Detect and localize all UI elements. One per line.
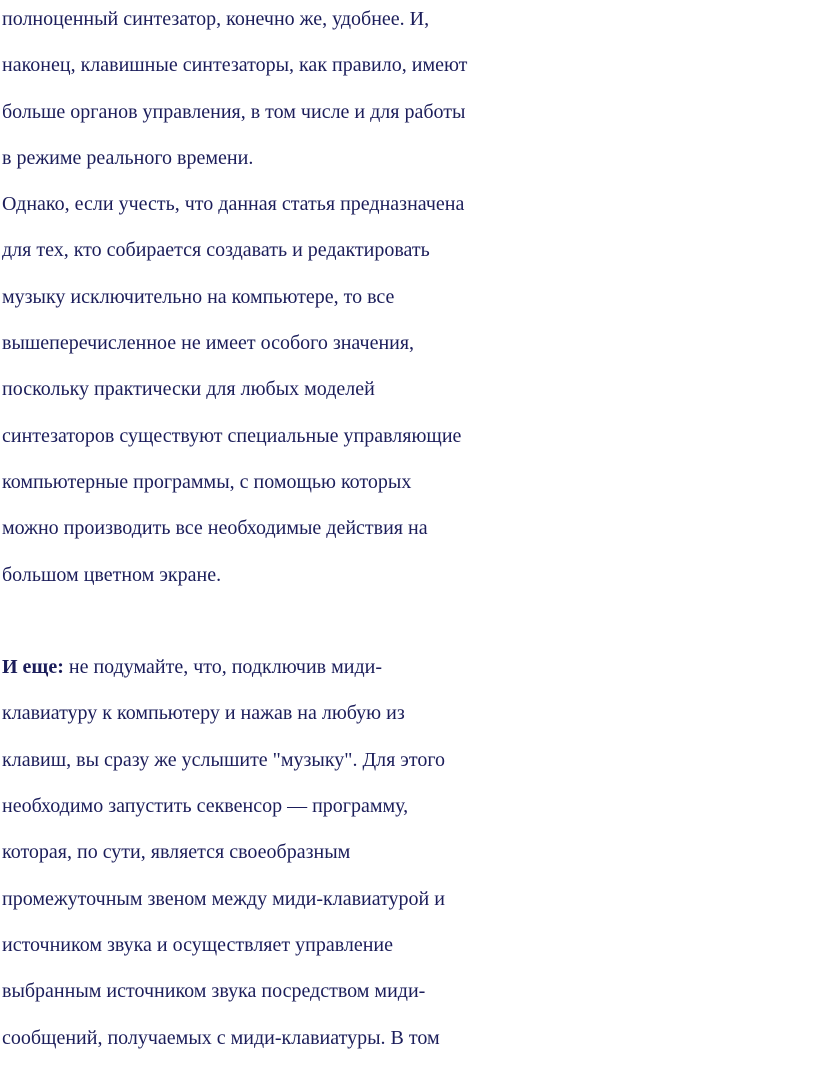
text-line: поскольку практически для любых моделей xyxy=(2,378,375,401)
text-line: музыку исключительно на компьютере, то все xyxy=(2,285,395,308)
text-line xyxy=(2,644,814,690)
text-line: источником звука и осуществляет управление xyxy=(2,933,394,956)
text-line: клавиатуру к компьютеру и нажав на любую из xyxy=(2,702,405,725)
paragraph-spacer xyxy=(2,598,814,644)
text-line: в режиме реального времени. xyxy=(2,146,254,169)
text-line: клавиш, вы сразу же услышите "музыку". Для этого xyxy=(2,748,446,771)
document-body xyxy=(2,0,814,1061)
text-line: наконец, клавишные синтезаторы, как правило, имеют xyxy=(2,54,468,77)
text-line: полноценный синтезатор, конечно же, удобнее. И, xyxy=(2,8,430,30)
text-line: выбранным источником звука посредством миди- xyxy=(2,980,426,1003)
text-line: необходимо запустить секвенсор — программу, xyxy=(2,795,409,818)
text-line: которая, по сути, является своеобразным xyxy=(2,841,351,864)
text-line: промежуточным звеном между миди-клавиатурой и xyxy=(2,887,445,910)
text-line: компьютерные программы, с помощью которых xyxy=(2,470,412,493)
paragraph-synth-advantages xyxy=(2,0,814,181)
paragraph-computer-editing xyxy=(2,181,814,598)
paragraph-sequencer-note xyxy=(2,644,814,1061)
lead-in-bold: И еще: xyxy=(2,656,64,679)
text-line: вышеперечисленное не имеет особого значения, xyxy=(2,332,415,355)
text-line: можно производить все необходимые действия на xyxy=(2,517,428,540)
text-line: сообщений, получаемых с миди-клавиатуры. В том xyxy=(2,1026,440,1049)
text-line: синтезаторов существуют специальные управляющие xyxy=(2,424,462,447)
text-line: большом цветном экране. xyxy=(2,563,222,586)
text-line: Однако, если учесть, что данная статья предназначена xyxy=(2,193,465,216)
text-line: больше органов управления, в том числе и для работы xyxy=(2,100,466,123)
text-line: для тех, кто собирается создавать и редактировать xyxy=(2,239,430,262)
lead-in-rest: не подумайте, что, подключив миди- xyxy=(63,656,383,679)
